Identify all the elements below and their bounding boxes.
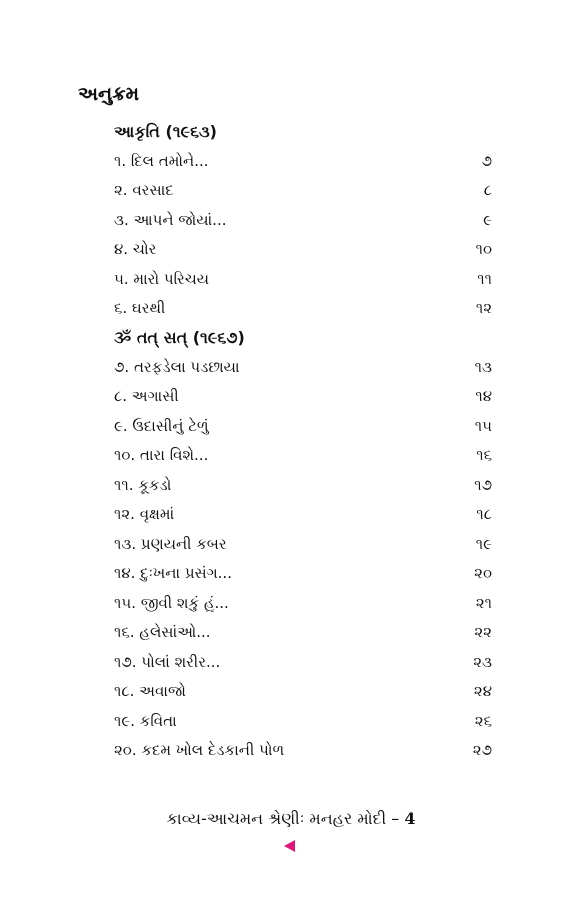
toc-entry-page: ૧૮ — [476, 505, 492, 524]
toc-entry-title: ૧૩. પ્રણયની કબર — [114, 534, 227, 553]
toc-entry[interactable] — [114, 352, 492, 382]
toc-entry-page: ૨૩ — [473, 652, 492, 671]
toc-entry-title: ૧. દિલ તમોને... — [114, 151, 209, 170]
table-of-contents — [114, 117, 492, 765]
toc-entry-page: ૨૨ — [474, 623, 492, 642]
section-heading-akruti: આકૃતિ (૧૯૬૩) — [114, 122, 217, 141]
page-footer — [0, 808, 582, 830]
toc-entry[interactable] — [114, 736, 492, 766]
toc-entry-page: ૧૯ — [475, 534, 492, 553]
toc-entry-title: ૮. અગાસી — [114, 387, 179, 406]
toc-entry-title: ૩. આપને જોયાં... — [114, 210, 227, 229]
toc-entry-title: ૧૮. અવાજો — [114, 682, 186, 701]
footer-series-text: કાવ્ય-આચમન શ્રેણીઃ મનહર મોદી – — [166, 809, 400, 828]
toc-entry[interactable] — [114, 500, 492, 530]
toc-entry[interactable] — [114, 205, 492, 235]
footer-page-number: 4 — [404, 809, 416, 828]
toc-entry-page: ૧૧ — [477, 269, 492, 288]
toc-entry-title: ૧૯. કવિતા — [114, 711, 177, 730]
toc-entry[interactable] — [114, 618, 492, 648]
toc-entry-page: ૧૬ — [476, 446, 492, 465]
toc-entry[interactable] — [114, 706, 492, 736]
toc-entry-page: ૨૦ — [474, 564, 492, 583]
toc-entry-title: ૧૦. તારા વિશે... — [114, 446, 209, 465]
toc-entry-title: ૨. વરસાદ — [114, 181, 174, 200]
toc-entry-page: ૮ — [483, 181, 492, 200]
toc-entry-title: ૨૦. કદમ ખોલ દેડકાની પોળ — [114, 741, 285, 760]
toc-entry[interactable] — [114, 264, 492, 294]
toc-entry-page: ૧૪ — [475, 387, 492, 406]
toc-entry-title: ૯. ઉદાસીનું ટેળું — [114, 416, 209, 435]
section-heading-om-tat-sat: ૐ તત્ સત્ (૧૯૬૭) — [114, 328, 245, 347]
toc-entry-page: ૯ — [483, 210, 492, 229]
toc-entry-title: ૧૧. કૂકડો — [114, 475, 172, 494]
toc-entry[interactable] — [114, 441, 492, 471]
toc-entry-title: ૭. તરફડેલા પડછાયા — [114, 357, 240, 376]
toc-entry[interactable] — [114, 677, 492, 707]
toc-entry[interactable] — [114, 529, 492, 559]
toc-entry-page: ૧૦ — [475, 240, 492, 259]
toc-entry[interactable] — [114, 470, 492, 500]
toc-entry-title: ૪. ચોર — [114, 240, 157, 259]
toc-entry-page: ૧૫ — [474, 416, 492, 435]
toc-entry-page: ૧૩ — [474, 357, 492, 376]
toc-entry-title: ૫. મારો પરિચય — [114, 269, 210, 288]
toc-entry-page: ૨૬ — [474, 711, 492, 730]
toc-entry[interactable] — [114, 559, 492, 589]
toc-entry-title: ૧૬. હલેસાંઓ... — [114, 623, 211, 642]
toc-entry-page: ૭ — [481, 151, 492, 170]
toc-entry-title: ૧૭. પોલાં શરીર... — [114, 652, 221, 671]
toc-entry[interactable] — [114, 176, 492, 206]
toc-entry[interactable] — [114, 146, 492, 176]
toc-entry-page: ૨૪ — [473, 682, 492, 701]
toc-entry-page: ૨૧ — [475, 593, 492, 612]
toc-entry-title: ૧૨. વૃક્ષમાં — [114, 505, 175, 524]
toc-entry-title: ૧૫. જીવી શકું હું... — [114, 593, 229, 612]
toc-entry-page: ૧૨ — [475, 299, 492, 318]
toc-entry-title: ૬. ઘરથી — [114, 299, 166, 318]
toc-entry[interactable] — [114, 411, 492, 441]
toc-entry-page: ૨૭ — [472, 741, 492, 760]
toc-entry-title: ૧૪. દુઃખના પ્રસંગ... — [114, 564, 232, 583]
triangle-left-icon[interactable] — [284, 840, 295, 852]
toc-entry[interactable] — [114, 382, 492, 412]
toc-entry[interactable] — [114, 588, 492, 618]
page-heading: અનુક્રમ — [78, 83, 140, 105]
toc-entry-page: ૧૭ — [474, 475, 492, 494]
toc-entry[interactable] — [114, 294, 492, 324]
toc-entry[interactable] — [114, 235, 492, 265]
toc-entry[interactable] — [114, 647, 492, 677]
